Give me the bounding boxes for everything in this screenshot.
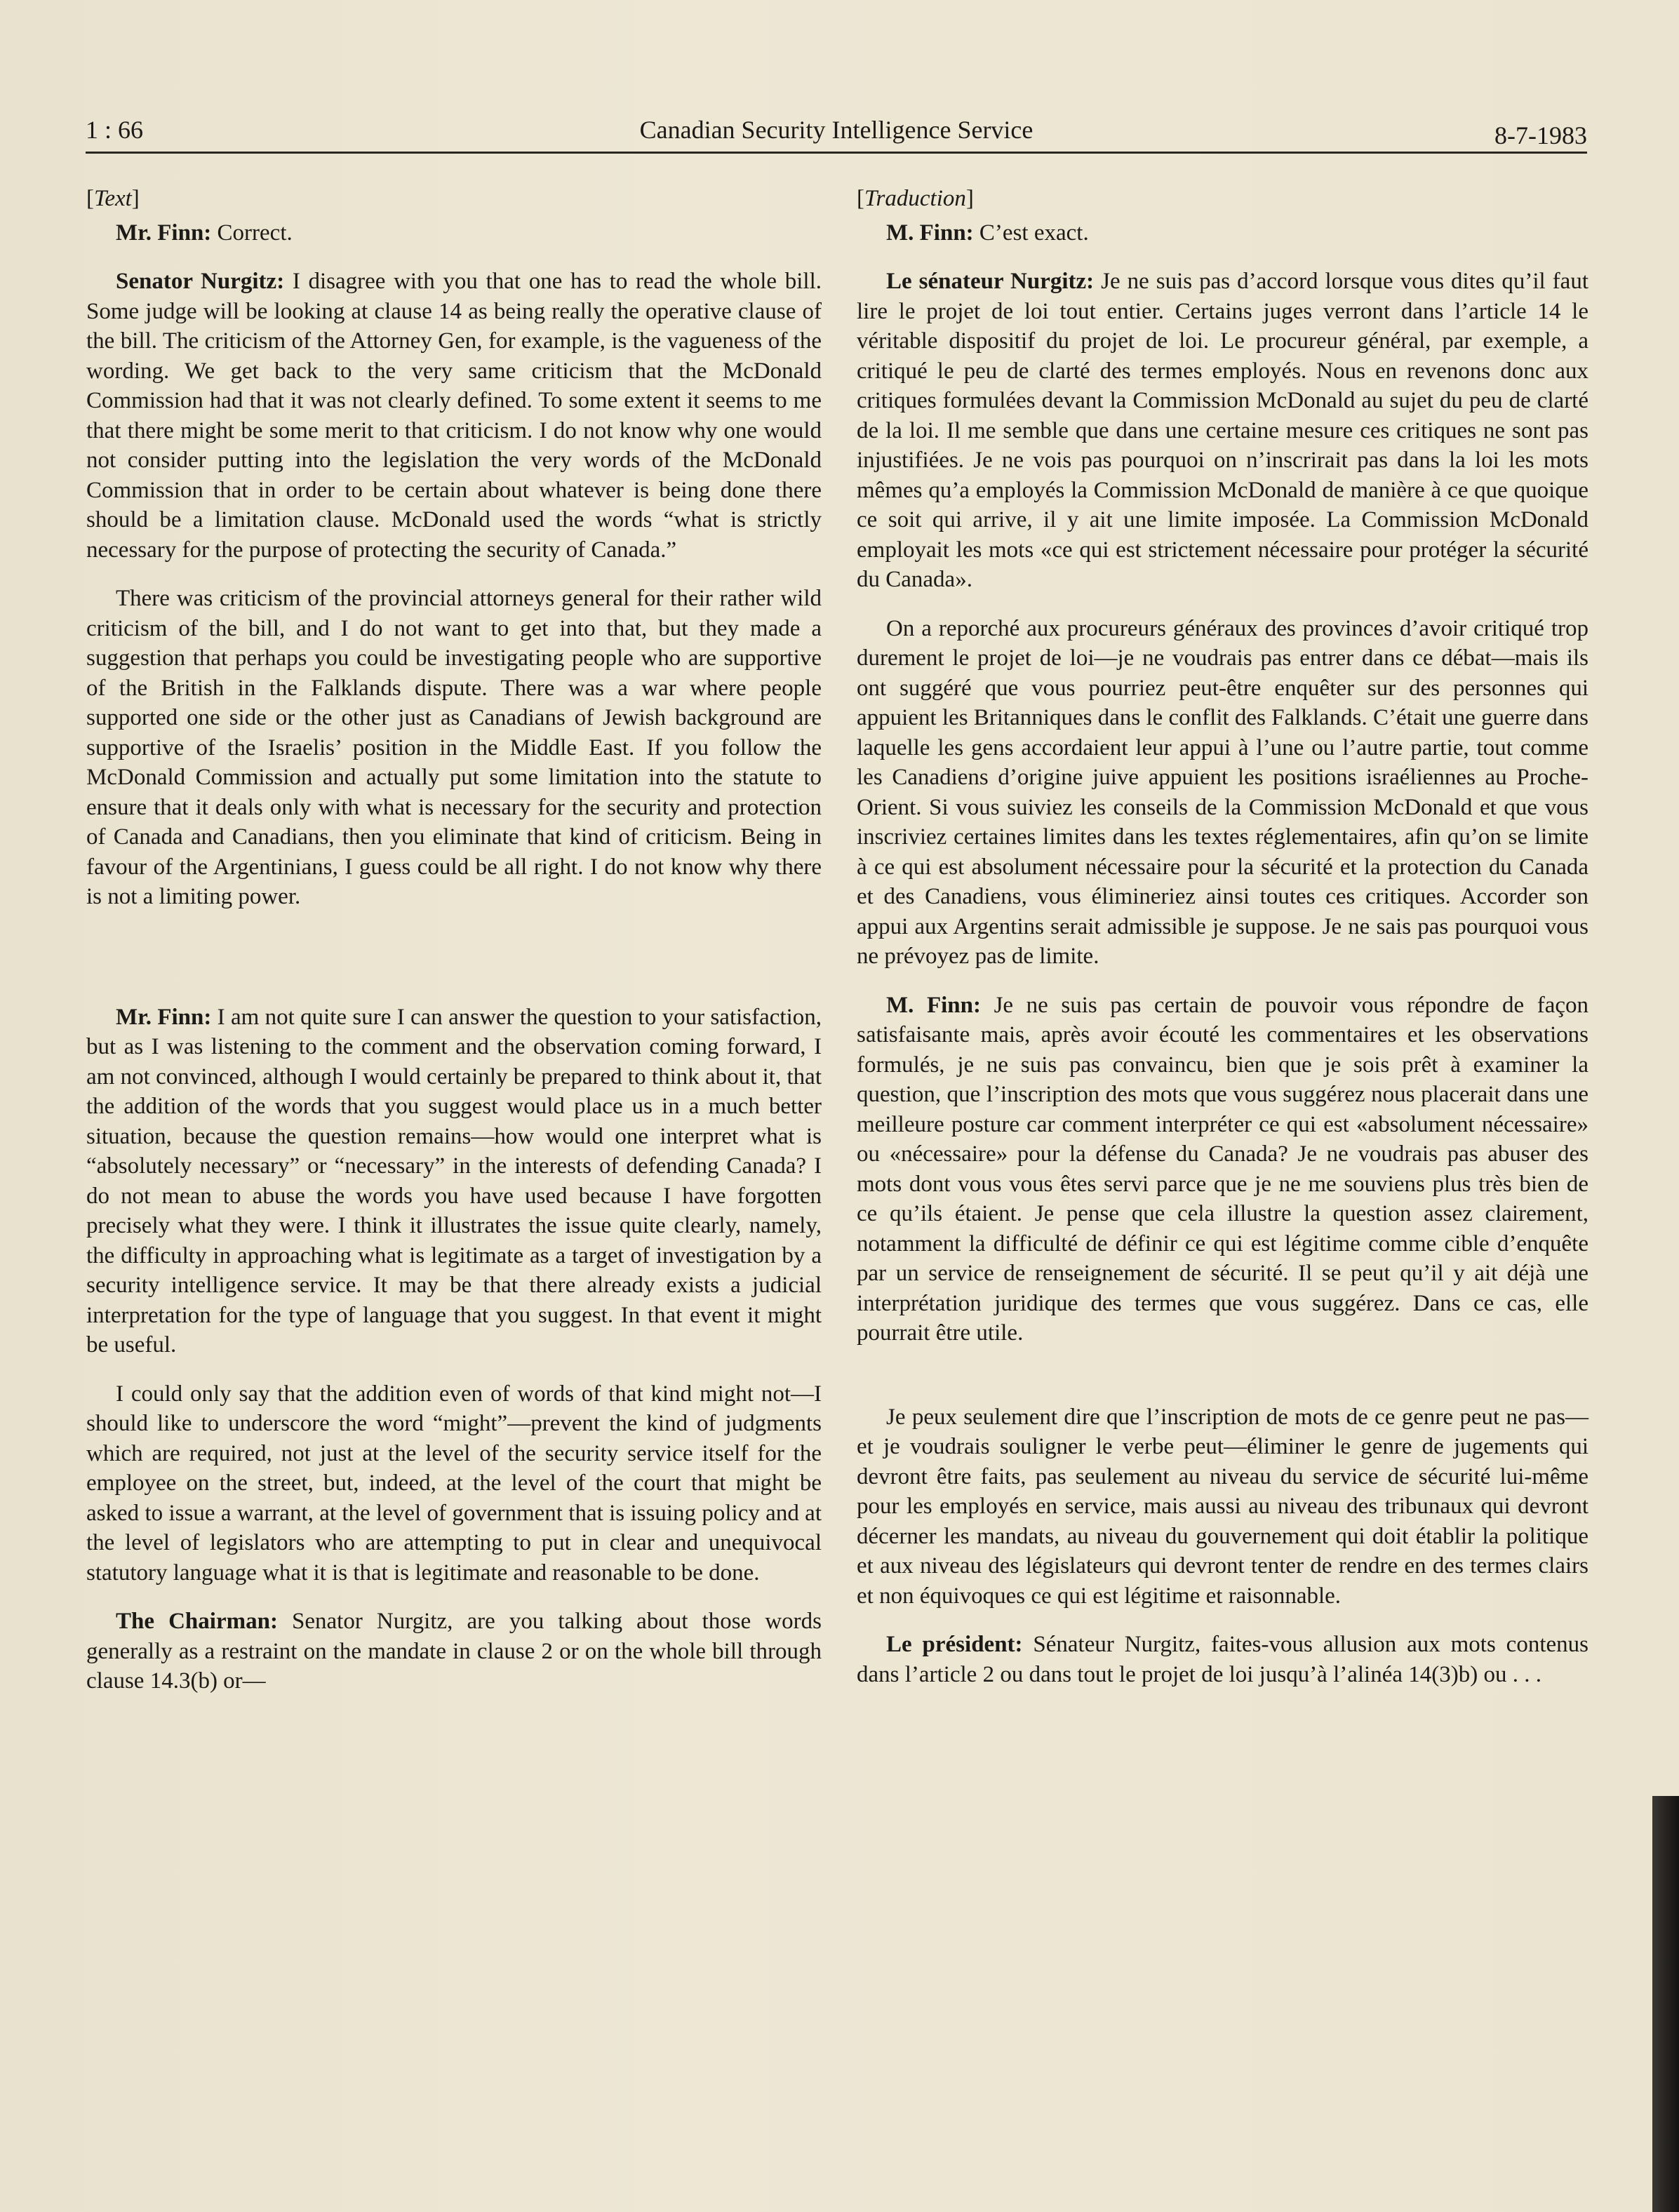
paragraph: There was criticism of the provincial attorneys general for their rather wild criticism of the bill, and I do not want to get into that, but they made a suggestion that perhaps you could be investigating people who are supportive of the British in the Falklands dispute. There was a war where people supported one side or the other just as Canadians of Jewish background are supportive of the Israelis’ position in the Middle East. If you follow the McDonald Commission and actually put some limitation into the statute to ensure that it deals only with what is necessary for the security and protection of Canada and Canadians, then you eliminate that kind of criticism. Being in favour of the Argentinians, I guess could be all right. I do not know why there is not a limiting power. <box>86 586 822 909</box>
binding-edge <box>1652 1796 1679 2212</box>
column-label-traduction: [Traduction] <box>857 186 974 211</box>
paragraph: M. Finn: Je ne suis pas certain de pouvoir vous répondre de façon satisfaisante mais, après avoir écouté les commentaires et les observations formulés, je ne suis pas convaincu, bien que je sois prêt à examiner la question, que l’inscription des mots que vous suggérez nous placerait dans une meilleure posture car comment interpréter ce qui est «absolument nécessaire» ou «nécessaire» pour la défense du Canada? Je ne voudrais pas abuser des mots dont vous vous êtes servi parce que je ne me souviens plus très bien de ce qu’ils étaient. Je pense que cela illustre la question assez clairement, notamment la difficulté de définir ce qui est légitime comme cible d’enquête par un service de renseignement de sécurité. Il se peut qu’il y ait déjà une interprétation juridique des termes que vous suggérez. Dans ce cas, elle pourrait être utile. <box>857 992 1588 1346</box>
running-title: Canadian Security Intelligence Service <box>639 116 1034 144</box>
speaker-name: The Chairman: <box>116 1609 278 1634</box>
column-label-text: [Text] <box>86 186 140 211</box>
page-number: 1 : 66 <box>86 116 144 144</box>
sitting-date: 8-7-1983 <box>1494 121 1587 149</box>
paragraph: Senator Nurgitz: I disagree with you that one has to read the whole bill. Some judge will be looking at clause 14 as being really the operative clause of the bill. The criticism of the Attorney Gen, for example, is the vagueness of the wording. We get back to the very same criticism that the McDonald Commission had that it was not clearly defined. To some extent it seems to me that there might be some merit to that criticism. I do not know why one would not consider putting into the legislation the very words of the McDonald Commission that in order to be certain about whatever is being done there should be a limitation clause. McDonald used the words “what is strictly necessary for the purpose of protecting the security of Canada.” <box>86 269 822 563</box>
english-column <box>86 184 822 1715</box>
speaker-name: Le sénateur Nurgitz: <box>886 269 1095 294</box>
paragraph: Le président: Sénateur Nurgitz, faites-vous allusion aux mots contenus dans l’article 2 ou dans tout le projet de loi jusqu’à l’alinéa 14(3)b) ou . . . <box>857 1632 1588 1687</box>
paragraph: The Chairman: Senator Nurgitz, are you talking about those words generally as a restraint on the mandate in clause 2 or on the whole bill through clause 14.3(b) or— <box>86 1609 822 1694</box>
speaker-name: Mr. Finn: <box>116 1004 212 1030</box>
paragraph: Mr. Finn: I am not quite sure I can answer the question to your satisfaction, but as I was listening to the comment and the observation coming forward, I am not convinced, although I would certainly be prepared to think about it, that the addition of the words that you suggest would place us in a much better situation, because the question remains—how would one interpret what is “absolutely necessary” or “necessary” in the interests of defending Canada? I do not mean to abuse the words you have used because I have forgotten precisely what they were. I think it illustrates the issue quite clearly, namely, the difficulty in approaching what is legitimate as a target of investigation by a security intelligence service. It may be that there already exists a judicial interpretation for the type of language that you suggest. In that event it might be useful. <box>86 1004 822 1358</box>
speaker-name: Senator Nurgitz: <box>116 269 285 294</box>
paragraph: On a reporché aux procureurs généraux des provinces d’avoir critiqué trop durement le projet de loi—je ne voudrais pas entrer dans ce débat—mais ils ont suggéré que vous pourriez peut-être enquêter sur des personnes qui appuient les Britanniques dans le conflit des Falklands. C’était une guerre dans laquelle les gens accordaient leur appui à l’une ou l’autre partie, tout comme les Canadiens d’origine juive appuient les positions israéliennes au Proche-Orient. Si vous suiviez les conseils de la Commission McDonald et que vous inscriviez certaines limites dans les textes réglementaires, afin qu’on se limite à ce qui est absolument nécessaire pour la sécurité et la protection du Canada et des Canadiens, vous élimineriez ainsi toutes ces critiques. Accorder son appui aux Argentins serait admissible je suppose. Je ne sais pas pourquoi vous ne prévoyez pas de limite. <box>857 615 1588 969</box>
speaker-name: M. Finn: <box>886 992 981 1018</box>
french-column <box>857 184 1588 1708</box>
speaker-name: M. Finn: <box>886 220 974 246</box>
paragraph: Je peux seulement dire que l’inscription de mots de ce genre peut ne pas—et je voudrais souligner le verbe peut—éliminer le genre de jugements qui devront être faits, pas seulement au niveau du service de sécurité lui-même pour les employés en service, mais aussi au niveau des tribunaux qui devront décerner les mandats, au niveau du gouvernement qui doit établir la politique et aux niveau des législateurs qui devront tenter de rendre en des termes clairs et non équivoques ce qui est légitime et raisonnable. <box>857 1404 1588 1609</box>
speaker-name: Le président: <box>886 1632 1023 1657</box>
paragraph: I could only say that the addition even of words of that kind might not—I should like to underscore the word “might”—prevent the kind of judgments which are required, not just at the level of the security service itself for the employee on the street, but, indeed, at the level of the court that might be asked to issue a warrant, at the level of government that is issuing policy and at the level of legislators who are attempting to put in clear and unequivocal statutory language what it is that is legitimate and reasonable to be done. <box>86 1381 822 1586</box>
paragraph: Le sénateur Nurgitz: Je ne suis pas d’accord lorsque vous dites qu’il faut lire le projet de loi tout entier. Certains juges verront dans l’article 14 le véritable dispositif du projet de loi. Le procureur général, par exemple, a critiqué le peu de clarté des termes employés. Nous en revenons donc aux critiques formulées devant la Commission McDonald au sujet du peu de clarté de la loi. Il me semble que dans une certaine mesure ces critiques ne sont pas injustifiées. Je ne vois pas pourquoi on n’inscrirait pas dans la loi les mots mêmes qu’a employés la Commission McDonald de manière à ce que quoique ce soit qui arrive, il y ait une limite imposée. La Commission McDonald employait les mots «ce qui est strictement nécessaire pour protéger la sécurité du Canada». <box>857 269 1588 592</box>
paragraph: M. Finn: C’est exact. <box>886 220 1089 246</box>
page-header <box>86 112 1587 154</box>
paragraph: Mr. Finn: Correct. <box>116 220 293 246</box>
speaker-name: Mr. Finn: <box>116 220 212 246</box>
